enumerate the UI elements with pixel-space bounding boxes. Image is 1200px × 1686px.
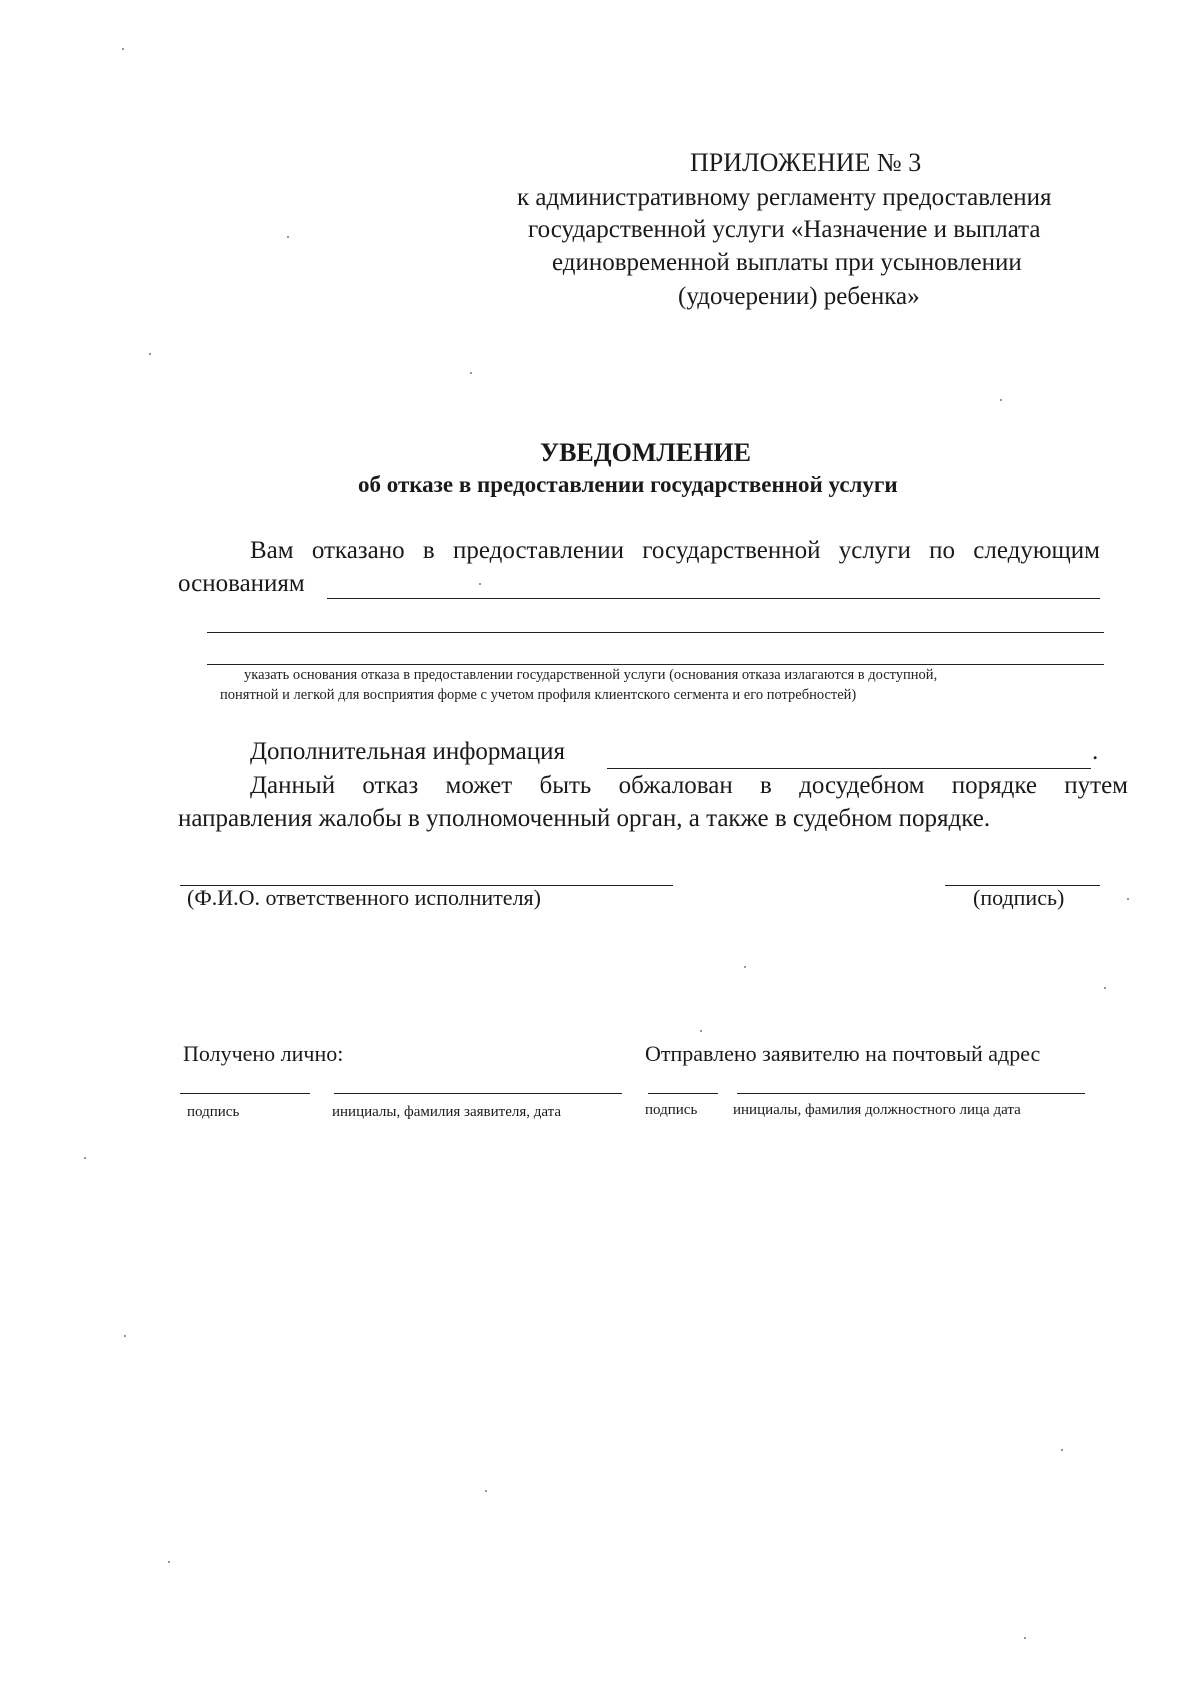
mailed-name-caption: инициалы, фамилия должностного лица дата	[733, 1102, 1021, 1118]
scan-speck	[124, 1335, 126, 1337]
mailed-signature-field[interactable]	[648, 1093, 718, 1094]
personal-signature-caption: подпись	[187, 1104, 240, 1120]
notice-subtitle: об отказе в предоставлении государственной услуги	[358, 472, 898, 497]
refusal-grounds-field-3[interactable]	[207, 664, 1104, 665]
sent-by-mail-label: Отправлено заявителю на почтовый адрес	[645, 1041, 1041, 1066]
additional-info-period: .	[1092, 738, 1099, 765]
scan-speck	[1104, 987, 1106, 989]
scan-speck	[470, 372, 472, 374]
appendix-title: ПРИЛОЖЕНИЕ № 3	[690, 148, 922, 177]
appendix-line-3: единовременной выплаты при усыновлении	[552, 249, 1022, 276]
refusal-grounds-field-2[interactable]	[207, 632, 1104, 633]
scan-speck	[1061, 1449, 1063, 1451]
refusal-text-line-1: Вам отказано в предоставлении государственной услуги по следующим	[250, 537, 1100, 564]
refusal-hint-line-1: указать основания отказа в предоставлении государственной услуги (основания отказа излагаются в доступной,	[244, 667, 938, 683]
scan-speck	[287, 236, 289, 238]
scan-speck	[149, 353, 151, 355]
appendix-line-4: (удочерении) ребенка»	[678, 283, 920, 310]
scan-speck	[122, 48, 124, 50]
scan-speck	[1024, 1637, 1026, 1639]
mailed-name-field[interactable]	[737, 1093, 1085, 1094]
refusal-grounds-field-1[interactable]	[327, 598, 1100, 599]
scan-speck	[744, 966, 746, 968]
scan-speck	[700, 1030, 702, 1032]
personal-name-caption: инициалы, фамилия заявителя, дата	[332, 1104, 562, 1120]
refusal-hint-line-2: понятной и легкой для восприятия форме с учетом профиля клиентского сегмента и его потребностей)	[220, 687, 857, 703]
signature-label: (подпись)	[973, 885, 1065, 910]
personal-name-field[interactable]	[334, 1093, 622, 1094]
additional-info-label: Дополнительная информация	[250, 738, 566, 765]
appendix-line-2: государственной услуги «Назначение и выплата	[528, 216, 1041, 243]
scan-speck	[1000, 399, 1002, 401]
appendix-line-1: к административному регламенту предоставления	[517, 184, 1052, 211]
appeal-text-line-2: направления жалобы в уполномоченный орган, а также в судебном порядке.	[178, 805, 991, 832]
personal-signature-field[interactable]	[180, 1093, 310, 1094]
refusal-text-line-2: основаниям	[178, 570, 305, 597]
fio-label: (Ф.И.О. ответственного исполнителя)	[187, 885, 541, 910]
scan-speck	[479, 583, 481, 585]
appeal-text-line-1: Данный отказ может быть обжалован в досудебном порядке путем	[250, 772, 1128, 799]
received-personally-label: Получено лично:	[183, 1041, 344, 1066]
scan-speck	[1127, 898, 1129, 900]
scan-speck	[168, 1561, 170, 1563]
mailed-signature-caption: подпись	[645, 1102, 698, 1118]
additional-info-field[interactable]	[607, 768, 1091, 769]
notice-title: УВЕДОМЛЕНИЕ	[540, 438, 751, 467]
scan-speck	[485, 1490, 487, 1492]
scan-speck	[84, 1157, 86, 1159]
